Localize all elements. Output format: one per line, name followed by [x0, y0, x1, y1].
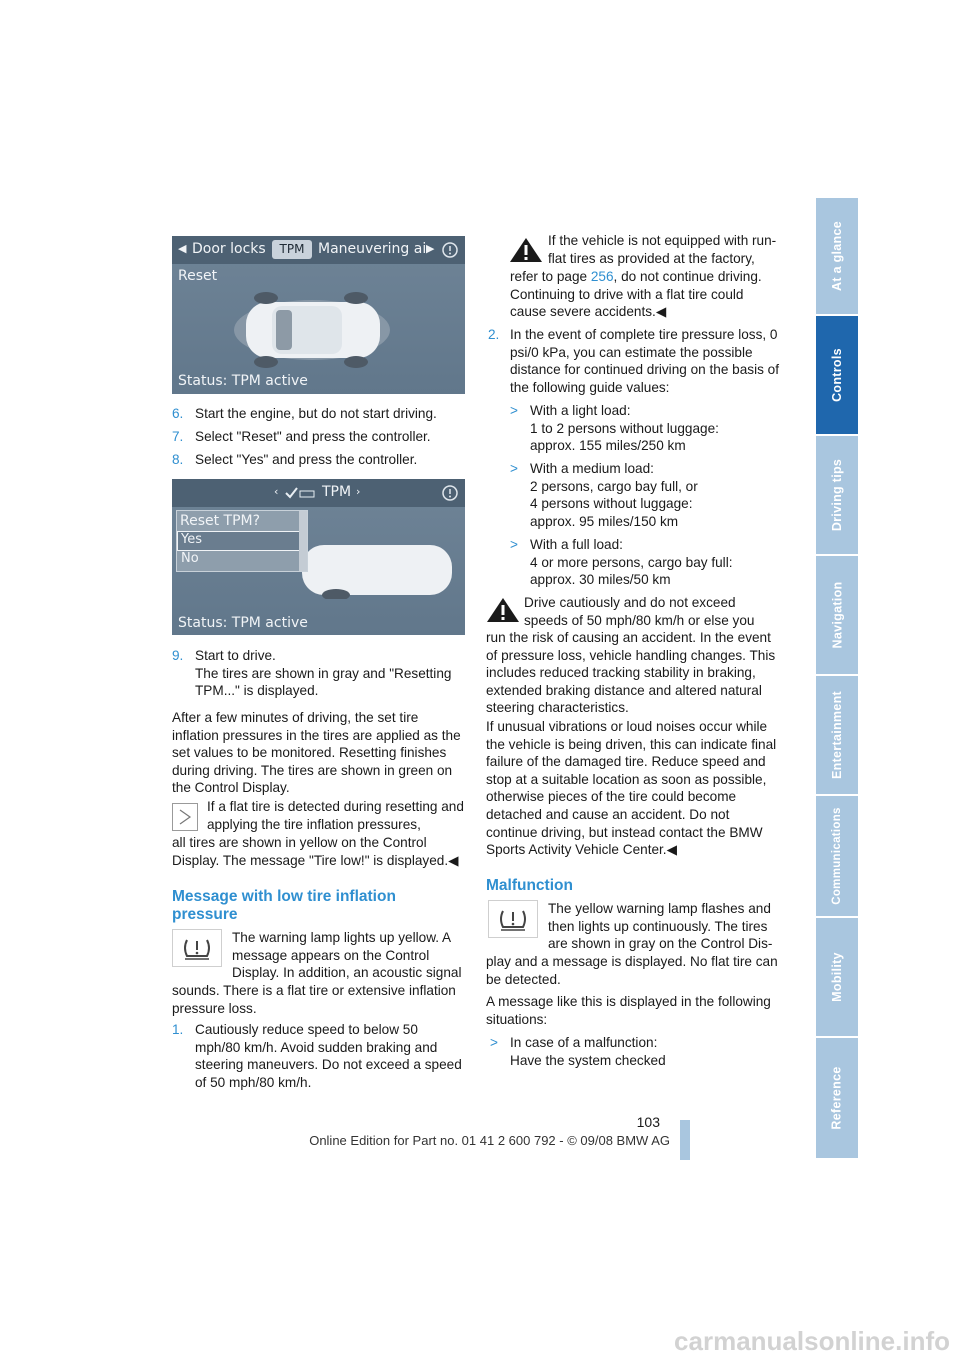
step-number: 6. — [172, 406, 184, 421]
screen-title-reset: Reset — [178, 268, 218, 284]
step-8 — [172, 451, 462, 469]
list-text: approx. 155 miles/250 km — [530, 438, 686, 454]
malfunction-lead: The yellow warning lamp flashes and then lights up continuously. The tires are shown in gray on the Control Dis- — [548, 901, 773, 952]
step-2 — [488, 326, 782, 395]
tire-check-icon — [284, 485, 316, 501]
tab-maneuvering: Maneuvering ai — [318, 241, 427, 257]
bullet-icon: > — [510, 403, 518, 418]
screen-status: Status: TPM active — [178, 615, 308, 631]
paragraph-message-situations: A message like this is displayed in the following situations: — [486, 994, 771, 1027]
page-number: 103 — [636, 1114, 660, 1130]
list-item-medium-load — [510, 460, 780, 529]
warning-text: , do not continue driving. Continuing to drive with a flat tire could cause severe accidents.◀ — [510, 269, 762, 320]
step-number: 9. — [172, 648, 184, 663]
control-display-screenshot-reset-tpm — [172, 479, 465, 635]
side-nav-mobility[interactable] — [816, 918, 858, 1036]
warning-speed-lead: Drive cautiously and do not exceed speeds of 50 mph/80 km/h or else you — [524, 595, 755, 628]
step-9 — [172, 647, 464, 699]
list-text: Have the system checked — [510, 1052, 666, 1068]
page-marker-bar — [680, 1120, 690, 1160]
step-1 — [172, 1021, 464, 1090]
step-text: Cautiously reduce speed to below 50 mph/80 km/h. Avoid sudden braking and steering maneuvers. Do not exceed a speed of 50 mph/80 km/h. — [195, 1022, 462, 1090]
edition-footer: Online Edition for Part no. 01 41 2 600 792 - © 09/08 BMW AG — [309, 1133, 670, 1148]
list-text: approx. 95 miles/150 km — [530, 513, 679, 529]
tire-warning-icon — [440, 240, 460, 260]
side-nav-reference[interactable] — [816, 1038, 858, 1158]
warning-triangle-icon — [486, 596, 520, 624]
step-text: In the event of complete tire pressure loss, 0 psi/0 kPa, you can estimate the possible distance for continued driving on the basis of the following guide values: — [510, 327, 780, 395]
side-nav-label: Navigation — [830, 581, 844, 649]
list-text: 4 persons without luggage: — [530, 496, 693, 512]
step-text: Start the engine, but do not start driving. — [195, 406, 437, 421]
warning-speed-rest: run the risk of causing an accident. In the event of pressure loss, vehicle handling changes. This includes reduced tracking stability in braking, extended braking distance and altered natural steering characteristics. — [486, 630, 776, 716]
side-nav-navigation[interactable] — [816, 556, 858, 674]
side-nav-label: Mobility — [830, 952, 844, 1002]
warning-text: refer to page — [510, 269, 591, 284]
menu-option-yes[interactable] — [177, 531, 301, 551]
menu-scrollbar — [299, 511, 307, 571]
bullet-icon: > — [490, 1035, 498, 1050]
step-text: Select "Yes" and press the controller. — [195, 452, 418, 467]
step-number: 2. — [488, 327, 500, 342]
step-6 — [172, 405, 462, 423]
watermark: carmanualsonline.info — [674, 1326, 950, 1356]
side-nav-label: Entertainment — [830, 691, 845, 779]
list-text: In case of a malfunction: — [510, 1035, 658, 1050]
side-nav-label: Driving tips — [830, 458, 845, 532]
menu-title: Reset TPM? — [180, 513, 261, 529]
side-nav-label: Controls — [830, 348, 845, 402]
reset-tpm-menu — [176, 510, 308, 572]
tire-warning-icon — [440, 483, 460, 503]
malfunction-rest: play and a message is displayed. No flat tire can be detected. — [486, 954, 778, 987]
tire-pressure-warning-lamp-icon — [488, 900, 538, 938]
side-nav-label: Reference — [830, 1066, 844, 1130]
list-text: With a full load: — [530, 537, 623, 552]
note-icon — [172, 803, 198, 831]
step-number: 7. — [172, 429, 184, 444]
warning-triangle-icon — [508, 236, 544, 264]
note-lead: If a flat tire is detected during resetting and applying the tire inflation pressures, — [207, 799, 464, 832]
list-text: With a medium load: — [530, 461, 654, 476]
paragraph-after-reset: After a few minutes of driving, the set tire inflation pressures in the tires are applied as the set values to be monitored. Resetting finishes during driving. The tires are shown in green on the Control Display. — [172, 710, 461, 796]
side-nav-at-a-glance[interactable] — [816, 198, 858, 314]
screen-header-tpm: TPM — [322, 484, 352, 500]
low-pressure-lead: The warning lamp lights up yellow. A message appears on the Control Display. In addition, an acoustic signal — [232, 930, 462, 981]
low-pressure-rest: sounds. There is a flat tire or extensive inflation pressure loss. — [172, 983, 456, 1016]
step-text: Start to drive. — [195, 648, 276, 663]
vehicle-top-view-image — [232, 288, 392, 368]
side-nav-label: Communications — [831, 807, 843, 905]
bullet-icon: > — [510, 537, 518, 552]
heading-low-pressure: Message with low tire inflation pressure — [172, 888, 396, 923]
menu-option-label: Yes — [181, 532, 202, 547]
step-number: 1. — [172, 1022, 184, 1037]
chevron-left-icon: ◀ — [178, 242, 187, 255]
step-7 — [172, 428, 462, 446]
warning-runflat-rest — [510, 268, 782, 321]
list-item-malfunction — [490, 1034, 780, 1068]
tab-tpm: TPM — [272, 240, 312, 259]
step-text: The tires are shown in gray and "Resetting TPM..." is displayed. — [195, 665, 452, 699]
side-nav-driving-tips[interactable] — [816, 436, 858, 554]
control-display-screenshot-reset — [172, 236, 465, 394]
screen-header-bar — [172, 479, 465, 507]
heading-malfunction: Malfunction — [486, 877, 573, 894]
chevron-left-icon: ‹ — [274, 485, 279, 498]
chevron-right-icon: › — [356, 485, 361, 498]
step-number: 8. — [172, 452, 184, 467]
tab-door-locks: Door locks — [192, 241, 266, 257]
warning-runflat-lead: If the vehicle is not equipped with run-flat tires as provided at the factory, — [548, 233, 777, 266]
tire-pressure-warning-lamp-icon — [172, 929, 222, 967]
side-nav-label: At a glance — [830, 221, 844, 291]
side-nav-entertainment[interactable] — [816, 676, 858, 794]
chevron-right-icon: ▶ — [426, 242, 435, 255]
list-item-full-load — [510, 536, 780, 588]
list-text: 1 to 2 persons without luggage: — [530, 420, 719, 436]
list-text: approx. 30 miles/50 km — [530, 572, 671, 588]
list-text: 2 persons, cargo bay full, or — [530, 478, 698, 494]
list-text: With a light load: — [530, 403, 631, 418]
menu-option-no[interactable]: No — [181, 551, 199, 566]
side-nav-communications[interactable] — [816, 796, 858, 916]
list-text: 4 or more persons, cargo bay full: — [530, 554, 733, 570]
note-rest: all tires are shown in yellow on the Control Display. The message "Tire low!" is displayed.◀ — [172, 835, 459, 868]
bullet-icon: > — [510, 461, 518, 476]
vehicle-top-view-image — [292, 537, 462, 599]
side-nav-controls[interactable] — [816, 316, 858, 434]
warning-speed-rest-2: If unusual vibrations or loud noises occur while the vehicle is being driven, this can indicate final failure of the damaged tire. Reduce speed and stop at a suitable location as soon as possible, otherwise pieces of the tire could become detached and cause an accident. Do not continue driving, but instead contact the BMW Sports Activity Vehicle Center.◀ — [486, 719, 777, 858]
list-item-light-load — [510, 402, 780, 454]
screen-status: Status: TPM active — [178, 373, 308, 389]
step-text: Select "Reset" and press the controller. — [195, 429, 431, 444]
page-reference-link[interactable]: 256 — [590, 269, 614, 284]
